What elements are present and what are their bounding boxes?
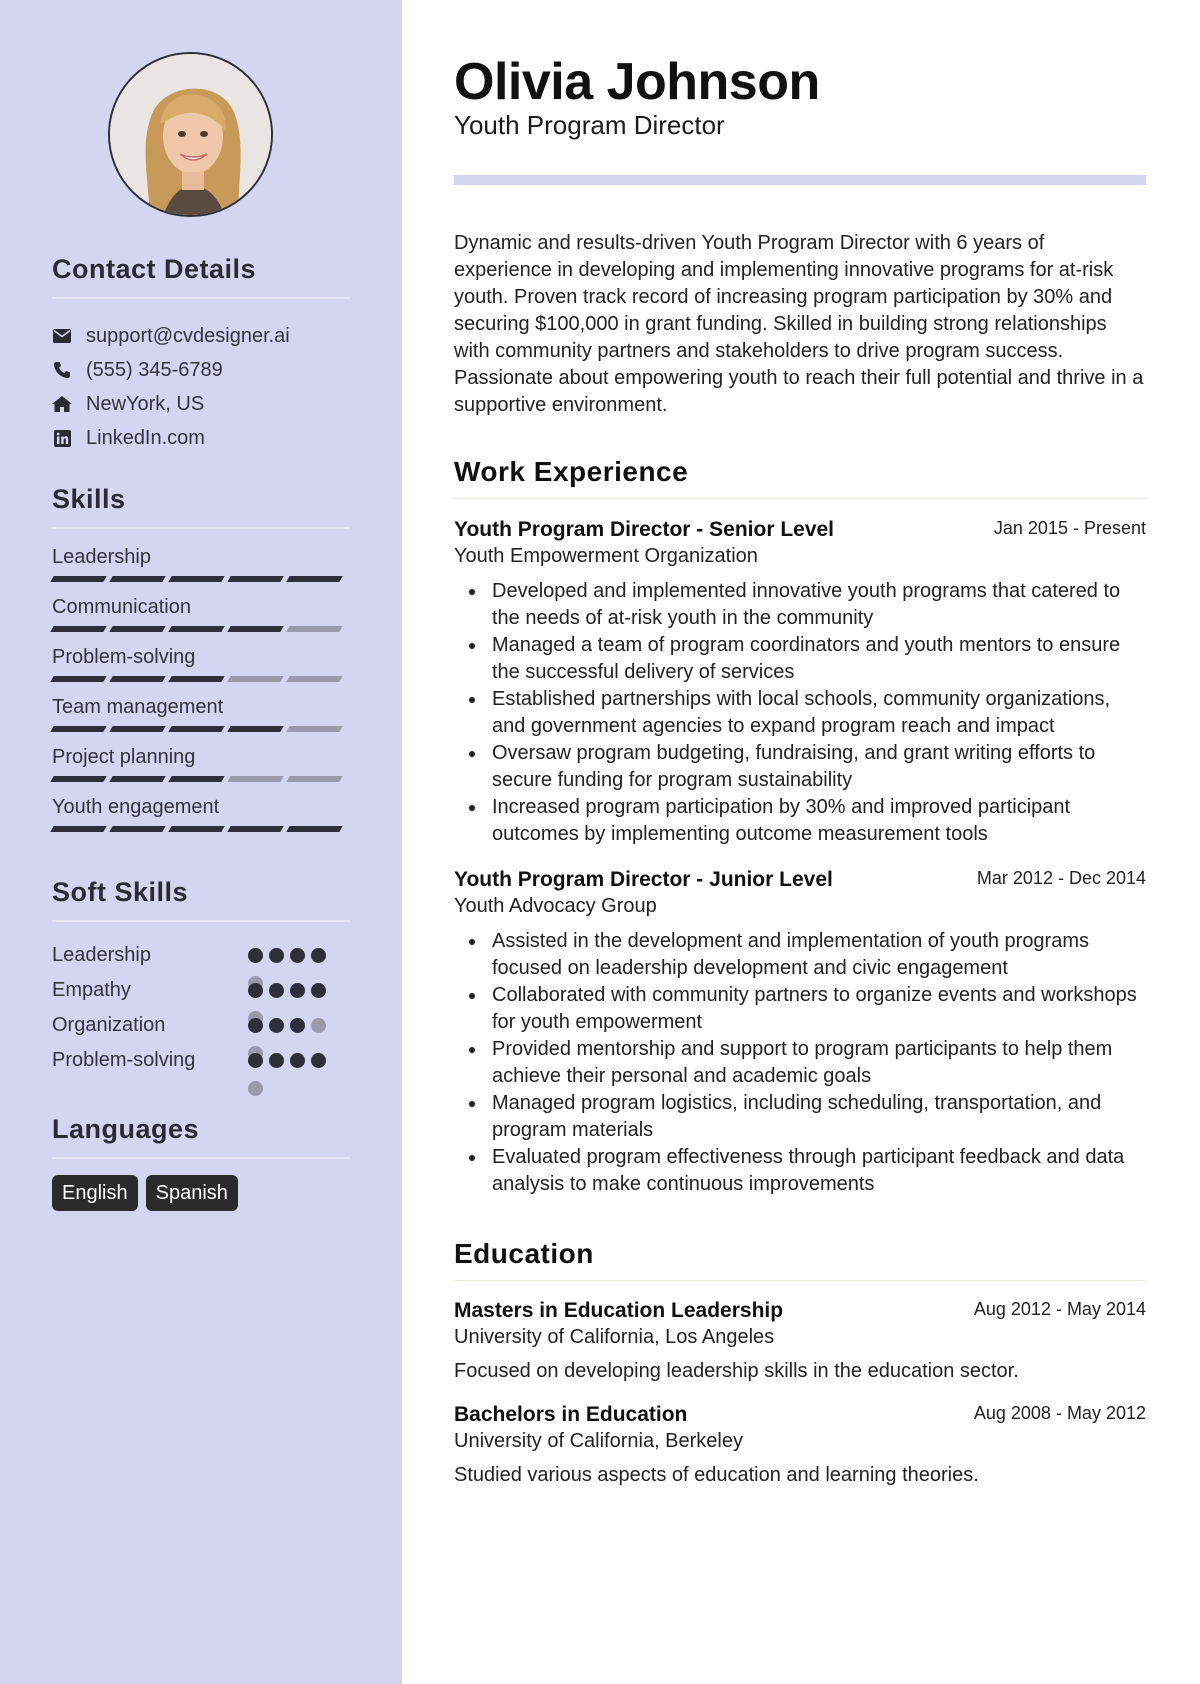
sidebar bbox=[0, 0, 402, 1684]
skill-item bbox=[52, 545, 350, 581]
skill-level-segment bbox=[168, 676, 224, 682]
education-header bbox=[454, 1401, 1146, 1428]
skill-level-segment bbox=[227, 776, 283, 782]
contact-section bbox=[52, 254, 350, 455]
skill-label: Communication bbox=[52, 596, 191, 618]
profile-summary: Dynamic and results-driven Youth Program Director with 6 years of experience in developing and implementing innovative programs for at-risk youth. Proven track record of increasing program participation by 30% and securing $100,000 in grant funding. Skilled in building strong relationships with community partners and stakeholders to drive program success. Passionate about empowering youth to reach their full potential and thrive in a supportive environment. bbox=[454, 232, 1144, 416]
soft-skill-dot bbox=[248, 1053, 263, 1068]
education-school: University of California, Los Angeles bbox=[454, 1326, 775, 1348]
skill-label: Project planning bbox=[52, 746, 196, 768]
soft-skills-section bbox=[52, 877, 350, 1082]
job-bullet: Provided mentorship and support to program participants to help them achieve their personal and academic goals bbox=[454, 1036, 1146, 1090]
soft-skill-dot bbox=[248, 1018, 263, 1033]
job-bullet: Increased program participation by 30% and improved participant outcomes by implementing outcome measurement tools bbox=[454, 794, 1146, 848]
contact-email[interactable] bbox=[52, 319, 350, 353]
home-icon bbox=[52, 394, 72, 414]
skill-level-bar bbox=[52, 726, 341, 732]
job-bullet: Evaluated program effectiveness through participant feedback and data analysis to make continuous improvements bbox=[454, 1144, 1146, 1198]
job-header bbox=[454, 516, 1146, 543]
skill-item bbox=[52, 745, 350, 781]
job-organization: Youth Empowerment Organization bbox=[454, 545, 758, 567]
education-entry bbox=[454, 1401, 1146, 1489]
soft-skill-dot bbox=[311, 1018, 326, 1033]
skill-level-segment bbox=[227, 576, 283, 582]
job-dates: Jan 2015 - Present bbox=[993, 518, 1146, 538]
languages-heading: Languages bbox=[52, 1114, 350, 1159]
linkedin-icon bbox=[52, 428, 72, 448]
job-bullet: Oversaw program budgeting, fundraising, and grant writing efforts to secure funding for program sustainability bbox=[454, 740, 1146, 794]
envelope-icon bbox=[52, 326, 72, 346]
soft-skill-dot bbox=[290, 948, 305, 963]
skill-item bbox=[52, 645, 350, 681]
languages-list bbox=[52, 1175, 350, 1211]
skill-level-segment bbox=[286, 726, 342, 732]
contact-heading: Contact Details bbox=[52, 254, 350, 299]
skill-level-segment bbox=[50, 826, 106, 832]
education-description: Studied various aspects of education and learning theories. bbox=[454, 1464, 979, 1486]
skill-level-segment bbox=[227, 626, 283, 632]
skill-level-segment bbox=[286, 576, 342, 582]
education-degree: Masters in Education Leadership bbox=[454, 1299, 784, 1322]
soft-skill-dot bbox=[311, 983, 326, 998]
soft-skill-label: Problem-solving bbox=[52, 1049, 196, 1071]
soft-skill-dot bbox=[290, 1053, 305, 1068]
skill-level-segment bbox=[168, 826, 224, 832]
skill-level-segment bbox=[109, 726, 165, 732]
skill-level-segment bbox=[227, 726, 283, 732]
skill-level-segment bbox=[109, 626, 165, 632]
job-title: Youth Program Director - Junior Level bbox=[454, 868, 833, 891]
skill-level-bar bbox=[52, 676, 341, 682]
soft-skill-dot bbox=[290, 983, 305, 998]
soft-skill-item bbox=[52, 1047, 350, 1082]
profile-photo-illustration bbox=[110, 54, 273, 217]
skill-level-bar bbox=[52, 576, 341, 582]
soft-skill-dot bbox=[269, 1018, 284, 1033]
soft-skills-heading: Soft Skills bbox=[52, 877, 350, 922]
skill-level-segment bbox=[227, 676, 283, 682]
contact-email-text: support@cvdesigner.ai bbox=[86, 324, 290, 347]
soft-skills-list bbox=[52, 942, 350, 1082]
education-entry bbox=[454, 1297, 1146, 1385]
education-degree: Bachelors in Education bbox=[454, 1403, 688, 1426]
education-heading: Education bbox=[454, 1238, 1146, 1281]
soft-skill-dot bbox=[248, 1081, 263, 1096]
skill-level-segment bbox=[286, 676, 342, 682]
skill-level-segment bbox=[227, 826, 283, 832]
contact-phone-text: (555) 345-6789 bbox=[86, 358, 223, 381]
job-entry bbox=[454, 866, 1146, 1198]
skill-level-segment bbox=[109, 676, 165, 682]
contact-phone[interactable] bbox=[52, 353, 350, 387]
education-school: University of California, Berkeley bbox=[454, 1430, 743, 1452]
contact-linkedin-text: LinkedIn.com bbox=[86, 426, 205, 449]
job-bullets bbox=[454, 928, 1146, 1198]
skill-item bbox=[52, 795, 350, 831]
profile-photo bbox=[108, 52, 273, 217]
candidate-name: Olivia Johnson bbox=[454, 53, 820, 111]
skill-level-bar bbox=[52, 626, 341, 632]
contact-list bbox=[52, 319, 350, 455]
soft-skill-dot bbox=[248, 948, 263, 963]
soft-skill-label: Leadership bbox=[52, 944, 151, 966]
contact-location-text: NewYork, US bbox=[86, 392, 205, 415]
soft-skill-label: Organization bbox=[52, 1014, 166, 1036]
skills-section bbox=[52, 484, 350, 831]
skills-heading: Skills bbox=[52, 484, 350, 529]
education-dates: Aug 2012 - May 2014 bbox=[973, 1299, 1146, 1319]
soft-skill-dot bbox=[269, 983, 284, 998]
job-bullet: Assisted in the development and implementation of youth programs focused on leadership development and civic engagement bbox=[454, 928, 1146, 982]
education-header bbox=[454, 1297, 1146, 1324]
skill-level-segment bbox=[109, 826, 165, 832]
job-dates: Mar 2012 - Dec 2014 bbox=[976, 868, 1146, 888]
soft-skill-dot bbox=[269, 948, 284, 963]
skill-level-segment bbox=[50, 576, 106, 582]
skill-level-bar bbox=[52, 776, 341, 782]
skill-level-segment bbox=[109, 576, 165, 582]
languages-section bbox=[52, 1114, 350, 1211]
skill-level-segment bbox=[50, 676, 106, 682]
job-bullet: Managed program logistics, including scheduling, transportation, and program materials bbox=[454, 1090, 1146, 1144]
job-entry bbox=[454, 516, 1146, 848]
soft-skill-label: Empathy bbox=[52, 979, 131, 1001]
work-experience-heading: Work Experience bbox=[454, 456, 1146, 499]
soft-skill-dot bbox=[311, 948, 326, 963]
skill-level-segment bbox=[50, 776, 106, 782]
skill-level-segment bbox=[168, 626, 224, 632]
skill-level-segment bbox=[168, 726, 224, 732]
skill-level-segment bbox=[50, 726, 106, 732]
skill-level-segment bbox=[168, 776, 224, 782]
skill-label: Problem-solving bbox=[52, 646, 196, 668]
language-badge: Spanish bbox=[146, 1175, 238, 1211]
skill-level-segment bbox=[286, 776, 342, 782]
phone-icon bbox=[52, 360, 72, 380]
job-bullet: Established partnerships with local schools, community organizations, and government agencies to expand program reach and impact bbox=[454, 686, 1146, 740]
education-dates: Aug 2008 - May 2012 bbox=[973, 1403, 1146, 1423]
soft-skill-item bbox=[52, 1012, 350, 1047]
skill-level-segment bbox=[168, 576, 224, 582]
job-bullet: Collaborated with community partners to organize events and workshops for youth empowerment bbox=[454, 982, 1146, 1036]
soft-skill-dot bbox=[290, 1018, 305, 1033]
skill-label: Leadership bbox=[52, 546, 151, 568]
accent-bar bbox=[454, 175, 1146, 185]
contact-linkedin[interactable] bbox=[52, 421, 350, 455]
education-description: Focused on developing leadership skills in the education sector. bbox=[454, 1360, 1019, 1382]
skill-level-segment bbox=[286, 626, 342, 632]
language-badge: English bbox=[52, 1175, 138, 1211]
skill-level-segment bbox=[109, 776, 165, 782]
job-bullets bbox=[454, 578, 1146, 848]
skill-level-bar bbox=[52, 826, 341, 832]
skills-list bbox=[52, 545, 350, 831]
job-organization: Youth Advocacy Group bbox=[454, 895, 657, 917]
soft-skill-item bbox=[52, 942, 350, 977]
soft-skill-dot bbox=[269, 1053, 284, 1068]
soft-skill-dot bbox=[311, 1053, 326, 1068]
soft-skill-dot bbox=[248, 983, 263, 998]
job-title: Youth Program Director - Senior Level bbox=[454, 518, 835, 541]
skill-level-segment bbox=[286, 826, 342, 832]
skill-level-segment bbox=[50, 626, 106, 632]
skill-item bbox=[52, 695, 350, 731]
job-bullet: Managed a team of program coordinators and youth mentors to ensure the successful delivery of services bbox=[454, 632, 1146, 686]
skill-label: Youth engagement bbox=[52, 796, 220, 818]
contact-location bbox=[52, 387, 350, 421]
job-bullet: Developed and implemented innovative youth programs that catered to the needs of at-risk youth in the community bbox=[454, 578, 1146, 632]
soft-skill-item bbox=[52, 977, 350, 1012]
skill-label: Team management bbox=[52, 696, 224, 718]
candidate-title: Youth Program Director bbox=[454, 110, 725, 140]
skill-item bbox=[52, 595, 350, 631]
job-header bbox=[454, 866, 1146, 893]
